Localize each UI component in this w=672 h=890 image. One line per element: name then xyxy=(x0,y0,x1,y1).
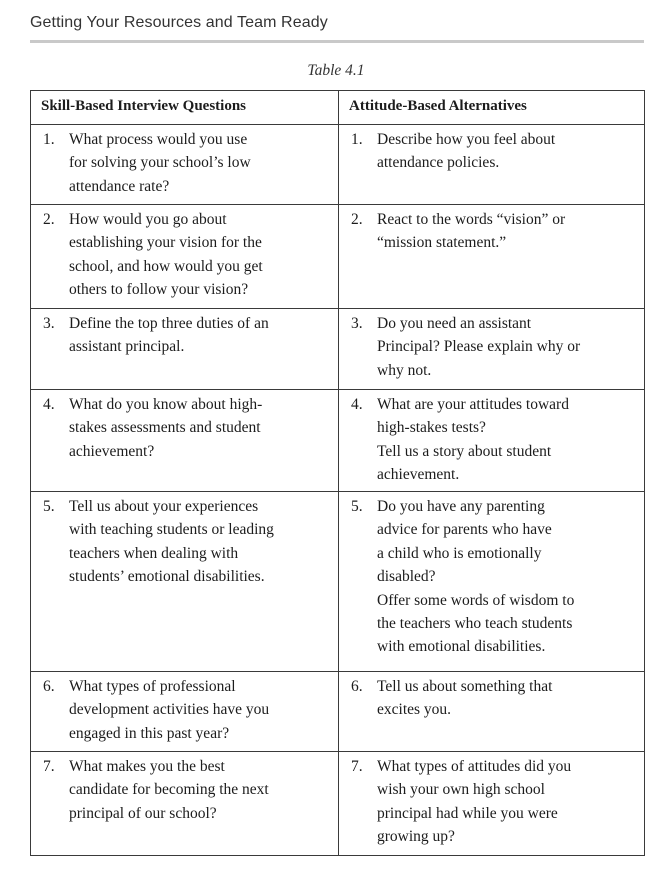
interview-questions-table xyxy=(30,90,645,856)
running-head: Getting Your Resources and Team Ready xyxy=(30,14,328,31)
list-item xyxy=(349,675,636,722)
text-line: students’ emotional disabilities. xyxy=(69,568,265,586)
item-text xyxy=(377,755,636,849)
text-line: Tell us about your experiences xyxy=(69,498,259,515)
text-line: a child who is emotionally xyxy=(377,544,542,562)
item-text xyxy=(377,675,636,722)
list-item xyxy=(41,312,330,359)
list-item xyxy=(41,208,330,302)
text-line: engaged in this past year? xyxy=(69,724,230,742)
text-line: Tell us a story about student xyxy=(377,442,552,460)
text-line: advice for parents who have xyxy=(377,521,552,539)
item-text xyxy=(69,208,330,302)
table-row xyxy=(31,205,645,309)
list-item xyxy=(41,675,330,745)
text-line: assistant principal. xyxy=(69,338,185,356)
item-number: 1. xyxy=(351,131,363,148)
text-line: How would you go about xyxy=(69,211,227,228)
text-line: principal had while you were xyxy=(377,804,558,822)
item-text xyxy=(69,128,330,198)
attitude-alternative-cell xyxy=(339,309,645,390)
text-line: with emotional disabilities. xyxy=(377,638,546,656)
attitude-alternative-cell xyxy=(339,752,645,856)
text-line: React to the words “vision” or xyxy=(377,211,566,228)
text-line: Tell us about something that xyxy=(377,678,553,695)
header-rule xyxy=(30,40,644,43)
item-text xyxy=(377,312,636,382)
text-line: stakes assessments and student xyxy=(69,419,261,437)
skill-question-cell xyxy=(31,390,339,492)
text-line: What are your attitudes toward xyxy=(377,396,569,413)
text-line: disabled? xyxy=(377,568,436,586)
item-text xyxy=(377,208,636,255)
text-line: “mission statement.” xyxy=(377,234,507,252)
item-number: 4. xyxy=(43,396,55,413)
attitude-alternative-cell xyxy=(339,205,645,309)
text-line: What types of professional xyxy=(69,678,236,695)
text-line: why not. xyxy=(377,361,432,379)
item-number: 5. xyxy=(351,498,363,515)
item-number: 3. xyxy=(43,315,55,332)
text-line: Principal? Please explain why or xyxy=(377,338,581,356)
text-line: Define the top three duties of an xyxy=(69,315,269,332)
text-line: with teaching students or leading xyxy=(69,521,274,539)
table-row xyxy=(31,309,645,390)
text-line: achievement? xyxy=(69,442,155,460)
table-caption: Table 4.1 xyxy=(307,62,365,79)
list-item xyxy=(349,755,636,849)
table-row xyxy=(31,390,645,492)
item-number: 1. xyxy=(43,131,55,148)
table-header-row xyxy=(31,91,645,125)
item-number: 2. xyxy=(351,211,363,228)
text-line: excites you. xyxy=(377,701,452,719)
list-item xyxy=(41,393,330,463)
text-line: principal of our school? xyxy=(69,804,217,822)
item-text xyxy=(69,312,330,359)
item-text xyxy=(69,675,330,745)
text-line: What makes you the best xyxy=(69,758,225,775)
text-line: Describe how you feel about xyxy=(377,131,556,148)
text-line: establishing your vision for the xyxy=(69,234,262,252)
text-line: What process would you use xyxy=(69,131,248,148)
list-item xyxy=(349,128,636,175)
text-line: wish your own high school xyxy=(377,781,545,799)
text-line: school, and how would you get xyxy=(69,257,263,275)
text-line: high-stakes tests? xyxy=(377,419,486,437)
item-number: 2. xyxy=(43,211,55,228)
item-text xyxy=(69,495,330,589)
skill-question-cell xyxy=(31,205,339,309)
text-line: teachers when dealing with xyxy=(69,544,239,562)
list-item xyxy=(349,393,636,487)
list-item xyxy=(349,208,636,255)
text-line: Do you have any parenting xyxy=(377,498,545,515)
attitude-alternative-cell xyxy=(339,492,645,672)
text-line: for solving your school’s low xyxy=(69,154,251,172)
list-item xyxy=(349,495,636,659)
table-row xyxy=(31,492,645,672)
attitude-alternative-cell xyxy=(339,125,645,205)
skill-question-cell xyxy=(31,125,339,205)
table-row xyxy=(31,672,645,752)
table-row xyxy=(31,752,645,856)
item-number: 4. xyxy=(351,396,363,413)
text-line: Offer some words of wisdom to xyxy=(377,591,575,609)
item-text xyxy=(69,393,330,463)
text-line: growing up? xyxy=(377,828,455,846)
skill-question-cell xyxy=(31,672,339,752)
item-text xyxy=(69,755,330,825)
text-line: achievement. xyxy=(377,466,460,484)
item-text xyxy=(377,495,636,659)
item-number: 5. xyxy=(43,498,55,515)
item-number: 7. xyxy=(43,758,55,775)
text-line: candidate for becoming the next xyxy=(69,781,269,799)
text-line: What do you know about high- xyxy=(69,396,263,413)
item-number: 6. xyxy=(43,678,55,695)
attitude-alternative-cell xyxy=(339,672,645,752)
skill-question-cell xyxy=(31,752,339,856)
text-line: attendance rate? xyxy=(69,177,170,195)
list-item xyxy=(349,312,636,382)
item-text xyxy=(377,393,636,487)
text-line: attendance policies. xyxy=(377,154,500,172)
item-text xyxy=(377,128,636,175)
header-skill-based: Skill-Based Interview Questions xyxy=(31,91,339,125)
header-attitude-based: Attitude-Based Alternatives xyxy=(339,91,645,125)
text-line: Do you need an assistant xyxy=(377,315,532,332)
text-line: development activities have you xyxy=(69,701,270,719)
skill-question-cell xyxy=(31,309,339,390)
item-number: 7. xyxy=(351,758,363,775)
list-item xyxy=(41,495,330,589)
text-line: the teachers who teach students xyxy=(377,615,573,633)
list-item xyxy=(41,128,330,198)
text-line: What types of attitudes did you xyxy=(377,758,572,775)
item-number: 6. xyxy=(351,678,363,695)
table-row xyxy=(31,125,645,205)
attitude-alternative-cell xyxy=(339,390,645,492)
item-number: 3. xyxy=(351,315,363,332)
list-item xyxy=(41,755,330,825)
skill-question-cell xyxy=(31,492,339,672)
text-line: others to follow your vision? xyxy=(69,281,249,299)
